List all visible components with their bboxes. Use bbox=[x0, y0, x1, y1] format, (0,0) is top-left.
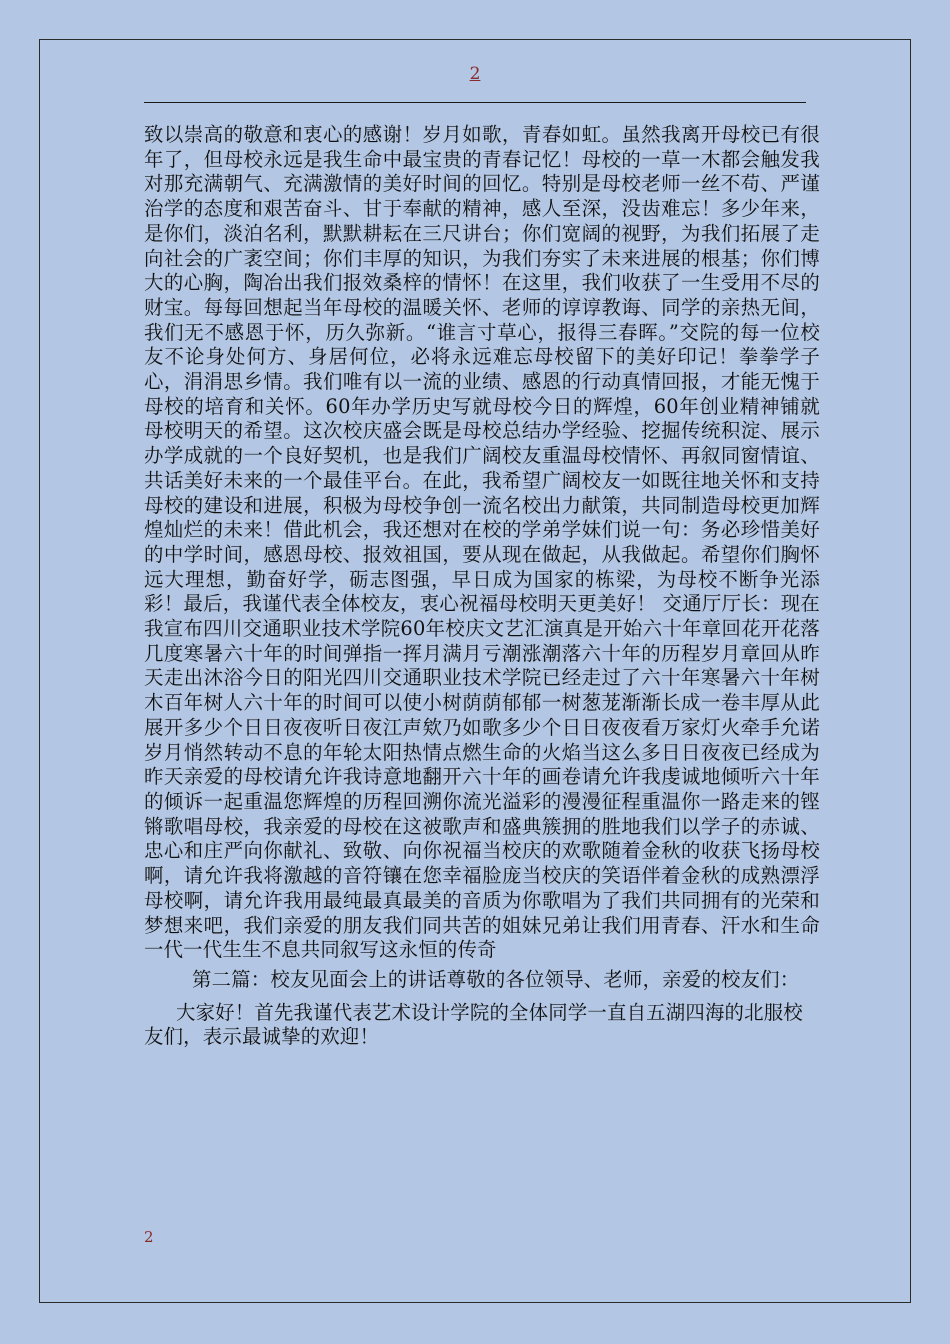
footer-page-number: 2 bbox=[144, 1228, 154, 1246]
header-divider bbox=[144, 102, 806, 103]
document-body bbox=[144, 123, 820, 1050]
body-paragraph-2: 第二篇：校友见面会上的讲话尊敬的各位领导、老师，亲爱的校友们： bbox=[192, 967, 800, 991]
body-paragraph-1: 致以崇高的敬意和衷心的感谢！岁月如歌，青春如虹。虽然我离开母校已有很年了，但母校永远是我生命中最宝贵的青春记忆！母校的一草一木都会触发我对那充满朝气、充满激情的美好时间的回忆。特别是母校老师一丝不苟、严谨治学的态度和艰苦奋斗、甘于奉献的精神，感人至深，没齿难忘！多少年来，是你们，淡泊名利，默默耕耘在三尺讲台；你们宽阔的视野，为我们拓展了走向社会的广袤空间；你们丰厚的知识，为我们夯实了未来进展的根基；你们博大的心胸，陶冶出我们报效桑梓的情怀！在这里，我们收获了一生受用不尽的财宝。每每回想起当年母校的温暖关怀、老师的谆谆教诲、同学的亲热无间，我们无不感恩于怀，历久弥新。“谁言寸草心，报得三春晖。”交院的每一位校友不论身处何方、身居何位，必将永远难忘母校留下的美好印记！拳拳学子心，涓涓思乡情。我们唯有以一流的业绩、感恩的行动真情回报，才能无愧于母校的培育和关怀。60年办学历史写就母校今日的辉煌，60年创业精神铺就母校明天的希望。这次校庆盛会既是母校总结办学经验、挖掘传统积淀、展示办学成就的一个良好契机，也是我们广阔校友重温母校情怀、再叙同窗情谊、共话美好未来的一个最佳平台。在此，我希望广阔校友一如既往地关怀和支持母校的建设和进展，积极为母校争创一流名校出力献策，共同制造母校更加辉煌灿烂的未来！借此机会，我还想对在校的学弟学妹们说一句：务必珍惜美好的中学时间，感恩母校、报效祖国，要从现在做起，从我做起。希望你们胸怀远大理想，勤奋好学，砺志图强，早日成为国家的栋梁，为母校不断争光添彩！最后，我谨代表全体校友，衷心祝福母校明天更美好！ 交通厅厅长：现在我宣布四川交通职业技术学院60年校庆文艺汇演真是开始六十年章回花开花落几度寒暑六十年的时间弹指一挥月满月亏潮涨潮落六十年的历程岁月章回从昨天走出沐浴今日的阳光四川交通职业技术学院已经走过了六十年寒暑六十年树木百年树人六十年的时间可以使小树荫荫郁郁一树葱茏渐渐长成一卷丰厚从此展开多少个日日夜夜听日夜江声欸乃如歌多少个日日夜夜看万家灯火牵手允诺岁月悄然转动不息的年轮太阳热情点燃生命的火焰当这么多日日夜夜已经成为昨天亲爱的母校请允许我诗意地翻开六十年的画卷请允许我虔诚地倾听六十年的倾诉一起重温您辉煌的历程回溯你流光溢彩的漫漫征程重温你一路走来的铿锵歌唱母校，我亲爱的母校在这被歌声和盛典簇拥的胜地我们以学子的赤诚、忠心和庄严向你献礼、致敬、向你祝福当校庆的欢歌随着金秋的收获飞扬母校啊，请允许我将激越的音符镶在您幸福脸庞当校庆的笑语伴着金秋的成熟漂浮母校啊，请允许我用最纯最真最美的音质为你歌唱为了我们共同拥有的光荣和梦想来吧，我们亲爱的朋友我们同共苦的姐妹兄弟让我们用青春、汗水和生命一代一代生生不息共同叙写这永恒的传奇 bbox=[144, 123, 820, 962]
header-page-number: 2 bbox=[469, 64, 481, 84]
body-paragraph-3: 大家好！首先我谨代表艺术设计学院的全体同学一直自五湖四海的北服校友们，表示最诚挚的欢迎！ bbox=[144, 1000, 803, 1049]
